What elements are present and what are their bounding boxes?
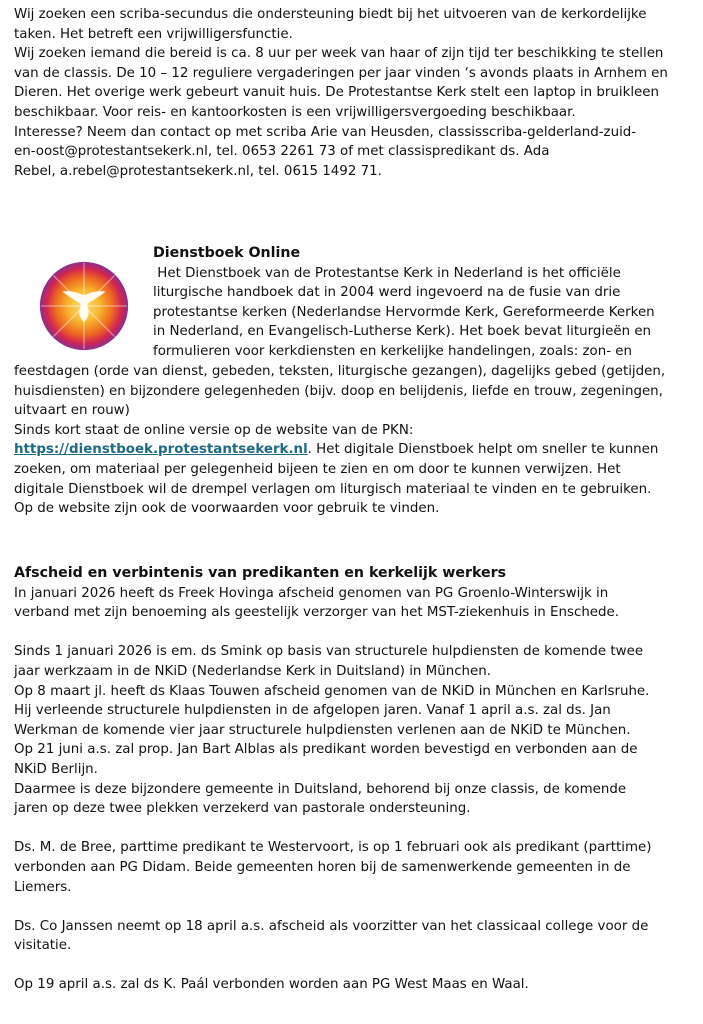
paragraph [14,975,686,995]
text-line: Wij zoeken een scriba-secundus die ondersteuning biedt bij het uitvoeren van de kerkordelijke [14,7,647,22]
dienstboek-intro [153,244,693,362]
text-line: Ds. Co Janssen neemt op 18 april a.s. afscheid als voorzitter van het classicaal college voor de [14,918,649,934]
text-line: formulieren voor kerkdiensten en kerkelijke handelingen, zoals: zon- en [153,343,633,359]
text-line: Op 19 april a.s. zal ds K. Paál verbonden worden aan PG West Maas en Waal. [14,977,529,993]
section-heading: Afscheid en verbintenis van predikanten en kerkelijk werkers [14,565,507,581]
paragraph [14,838,686,897]
text-line: Hij verleende structurele hulpdiensten in de afgelopen jaren. Vanaf 1 april a.s. zal ds. Jan [14,703,611,719]
text-line: Ds. M. de Bree, parttime predikant te Westervoort, is op 1 februari ook als predikant (parttime) [14,840,652,856]
text-line: jaar werkzaam in de NKiD (Nederlandse Kerk in Duitsland) in München. [14,663,492,679]
text-line: en-oost@protestantsekerk.nl, tel. 0653 2261 73 of met classispredikant ds. Ada [14,144,550,160]
text-line: NKiD Berlijn. [14,761,98,777]
text-line: in Nederland, en Evangelisch-Lutherse Kerk). Het boek bevat liturgieën en [153,324,652,340]
text-line: Wij zoeken iemand die bereid is ca. 8 uur per week van haar of zijn tijd ter beschikking te stellen [14,46,664,62]
text-line: Dieren. Het overige werk gebeurt vanuit huis. De Protestantse Kerk stelt een laptop in bruikleen [14,85,660,101]
text-line: huisdiensten) en bijzondere gelegenheden (bijv. doop en belijdenis, liefde en trouw, zegeningen, [14,383,663,399]
text-line: Werkman de komende vier jaar structurele hulpdiensten verlenen aan de NKiD te München. [14,722,631,738]
pkn-logo [39,261,129,351]
paragraph [14,917,686,956]
text-after-link: . Het digitale Dienstboek helpt om sneller te kunnen [307,442,659,458]
text-line: Daarmee is deze bijzondere gemeente in Duitsland, behorend bij onze classis, de komende [14,781,627,797]
text-line: digitale Dienstboek wil de drempel verlagen om liturgisch materiaal te vinden en te gebruiken. [14,481,652,497]
text-line: van de classis. De 10 – 12 reguliere vergaderingen per jaar vinden ‘s avonds plaats in Arnhem en [14,65,668,81]
text-line: verband met zijn benoeming als geestelijk verzorger van het MST-ziekenhuis in Enschede. [14,605,620,621]
text-line: Interesse? Neem dan contact op met scriba Arie van Heusden, classisscriba-gelderland-zuid- [14,124,637,140]
dienstboek-body [14,362,686,519]
link-line [14,440,686,460]
afscheid-section [14,564,686,995]
text-line: zoeken, om materiaal per gelegenheid bijeen te zien en om door te kunnen verwijzen. Het [14,461,621,477]
text-line: Sinds 1 januari 2026 is em. ds Smink op basis van structurele hulpdiensten de komende twee [14,644,644,660]
dienstboek-link[interactable]: https://dienstboek.protestantsekerk.nl [14,442,308,458]
text-line: Op 8 maart jl. heeft ds Klaas Touwen afscheid genomen van de NKiD in München en Karlsruhe. [14,683,650,699]
text-line: feestdagen (orde van dienst, gebeden, teksten, liturgische gezangen), dagelijks gebed (getijden, [14,364,666,379]
text-line: liturgische handboek dat in 2004 werd ingevoerd na de fusie van drie [153,285,621,301]
text-line: Op 21 juni a.s. zal prop. Jan Bart Alblas als predikant worden bevestigd en verbonden aan de [14,742,638,758]
paragraph [14,584,686,623]
text-line: verbonden aan PG Didam. Beide gemeenten horen bij de samenwerkende gemeenten in de [14,859,631,875]
text-line: beschikbaar. Voor reis- en kantoorkosten is een vrijwilligersvergoeding beschikbaar. [14,104,576,120]
text-line: Liemers. [14,879,72,895]
intro-section [14,5,686,181]
section-heading: Dienstboek Online [153,245,301,261]
text-line: Op de website zijn ook de voorwaarden voor gebruik te vinden. [14,501,440,517]
text-line: taken. Het betreft een vrijwilligersfunctie. [14,26,293,42]
text-line: jaren op deze twee plekken verzekerd van pastorale ondersteuning. [14,801,471,817]
text-line: visitatie. [14,938,72,954]
text-line: protestantse kerken (Nederlandse Hervormde Kerk, Gereformeerde Kerken [153,304,655,320]
paragraph [14,642,686,818]
text-line: uitvaart en rouw) [14,403,130,419]
text-line: Het Dienstboek van de Protestantse Kerk in Nederland is het officiële [153,265,621,281]
text-line: In januari 2026 heeft ds Freek Hovinga afscheid genomen van PG Groenlo-Winterswijk in [14,585,609,601]
text-line: Sinds kort staat de online versie op de website van de PKN: [14,422,414,438]
text-line: Rebel, a.rebel@protestantsekerk.nl, tel. 0615 1492 71. [14,163,382,179]
